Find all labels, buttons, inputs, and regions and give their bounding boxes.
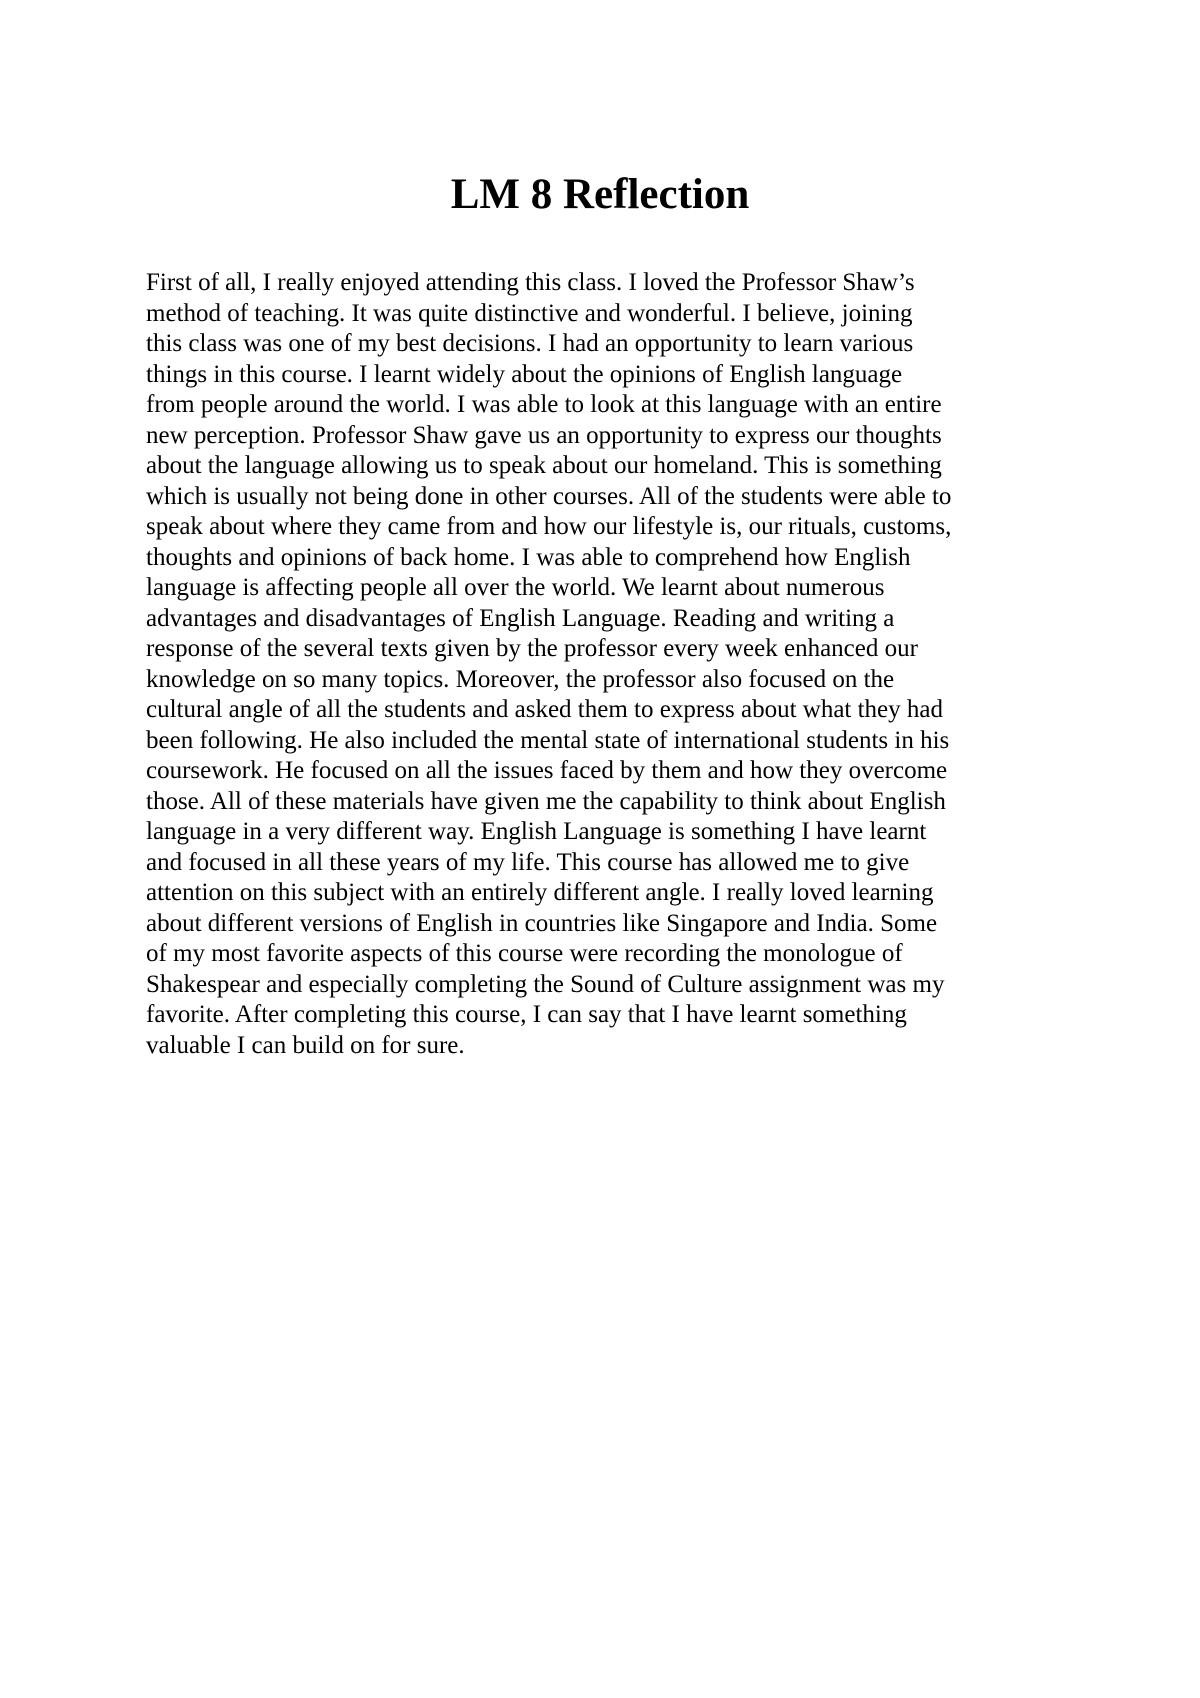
document-title: LM 8 Reflection	[450, 171, 750, 218]
text-line: speak about where they came from and how our lifestyle is, our rituals, customs,	[146, 513, 952, 540]
text-line: been following. He also included the mental state of international students in his	[146, 726, 950, 754]
text-line: Shakespear and especially completing the Sound of Culture assignment was my	[146, 970, 945, 998]
text-line: knowledge on so many topics. Moreover, the professor also focused on the	[146, 665, 895, 693]
text-line: favorite. After completing this course, I can say that I have learnt something	[146, 1001, 907, 1028]
text-line: coursework. He focused on all the issues faced by them and how they overcome	[146, 757, 948, 784]
text-line: attention on this subject with an entirely different angle. I really loved learning	[146, 879, 934, 906]
text-line: which is usually not being done in other courses. All of the students were able to	[146, 482, 952, 510]
text-line: about different versions of English in countries like Singapore and India. Some	[146, 909, 938, 937]
text-line: about the language allowing us to speak about our homeland. This is something	[146, 452, 942, 479]
text-line: and focused in all these years of my life. This course has allowed me to give	[146, 848, 910, 876]
text-line: those. All of these materials have given me the capability to think about English	[146, 787, 946, 815]
text-line: method of teaching. It was quite distinctive and wonderful. I believe, joining	[146, 299, 913, 327]
text-line: new perception. Professor Shaw gave us an opportunity to express our thoughts	[146, 421, 942, 449]
text-line: cultural angle of all the students and asked them to express about what they had	[146, 696, 943, 723]
text-line: language is affecting people all over the world. We learnt about numerous	[146, 574, 885, 601]
text-line: advantages and disadvantages of English Language. Reading and writing a	[146, 604, 895, 632]
body-paragraph	[146, 268, 1076, 1061]
text-line: valuable I can build on for sure.	[146, 1031, 465, 1059]
text-line: things in this course. I learnt widely about the opinions of English language	[146, 360, 903, 388]
text-line: First of all, I really enjoyed attending this class. I loved the Professor Shaw’s	[146, 269, 915, 296]
text-line: from people around the world. I was able to look at this language with an entire	[146, 391, 942, 418]
text-line: language in a very different way. English Language is something I have learnt	[146, 818, 927, 845]
text-line: of my most favorite aspects of this course were recording the monologue of	[146, 940, 903, 967]
text-line: response of the several texts given by the professor every week enhanced our	[146, 635, 918, 662]
text-line: this class was one of my best decisions. I had an opportunity to learn various	[146, 330, 914, 357]
text-line: thoughts and opinions of back home. I was able to comprehend how English	[146, 543, 911, 571]
